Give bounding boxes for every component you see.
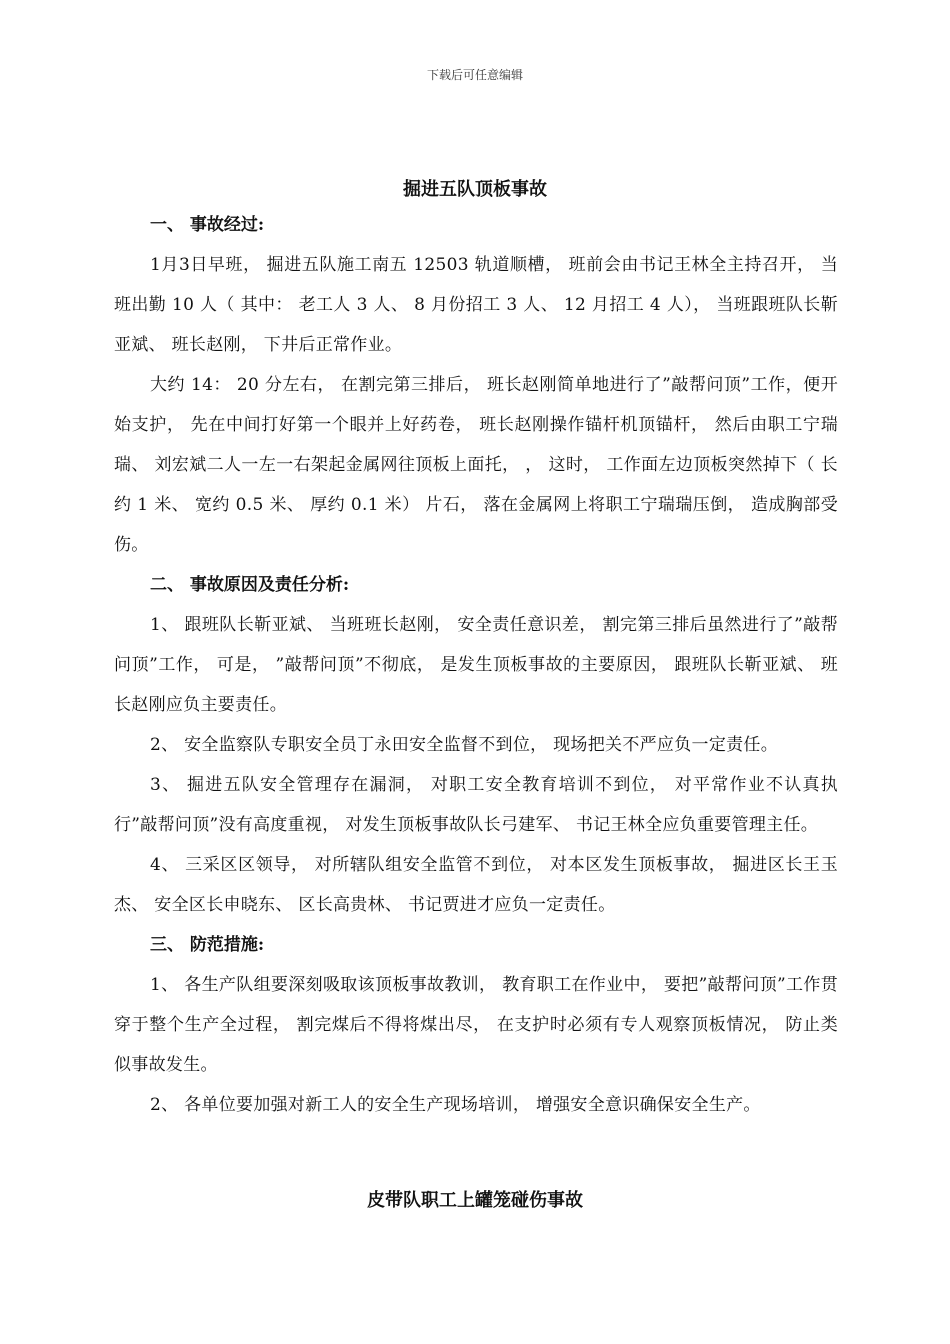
document-title: 掘进五队顶板事故 (403, 179, 547, 200)
section-heading-accident-process: 一、 事故经过: (150, 215, 265, 235)
paragraph: 大约 14： 20 分左右， 在割完第三排后， 班长赵刚简单地进行了”敲帮问顶”工作，便开始支护， 先在中间打好第一个眼并上好药卷， 班长赵刚操作锚杆机顶锚杆， 然后由职工宁瑞瑞、 刘宏斌二人一左一右架起金属网往顶板上面托， ， 这时， 工作面左边顶板突然掉下（ 长约 1 米、 宽约 0.5 米、 厚约 0.1 米） 片石， 落在金属网上将职工宁瑞瑞压倒， 造成胸部受伤。 (114, 375, 838, 555)
paragraph: 1、 各生产队组要深刻吸取该顶板事故教训， 教育职工在作业中， 要把”敲帮问顶”工作贯穿于整个生产全过程， 割完煤后不得将煤出尽， 在支护时必须有专人观察顶板情况， 防止类似事故发生。 (114, 975, 838, 1075)
next-document-title: 皮带队职工上罐笼碰伤事故 (367, 1190, 583, 1211)
paragraph: 1、 跟班队长靳亚斌、 当班班长赵刚， 安全责任意识差， 割完第三排后虽然进行了”敲帮问顶”工作， 可是， ”敲帮问顶”不彻底， 是发生顶板事故的主要原因， 跟班队长靳亚斌、 班长赵刚应负主要责任。 (114, 615, 838, 715)
document-body (114, 205, 838, 1125)
paragraph: 3、 掘进五队安全管理存在漏洞， 对职工安全教育培训不到位， 对平常作业不认真执行”敲帮问顶”没有高度重视， 对发生顶板事故队长弓建军、 书记王林全应负重要管理主任。 (114, 775, 838, 835)
paragraph: 1月3日早班， 掘进五队施工南五 12503 轨道顺槽， 班前会由书记王林全主持召开， 当班出勤 10 人（ 其中： 老工人 3 人、 8 月份招工 3 人、 12 月招工 4 人）， 当班跟班队长靳亚斌、 班长赵刚， 下井后正常作业。 (114, 255, 838, 355)
paragraph: 2、 各单位要加强对新工人的安全生产现场培训， 增强安全意识确保安全生产。 (150, 1095, 761, 1115)
section-heading-prevention: 三、 防范措施: (150, 935, 265, 955)
paragraph: 4、 三采区区领导， 对所辖队组安全监管不到位， 对本区发生顶板事故， 掘进区长王玉杰、 安全区长申晓东、 区长高贵林、 书记贾进才应负一定责任。 (114, 855, 838, 915)
section-heading-cause-analysis: 二、 事故原因及责任分析: (150, 575, 350, 595)
header-note: 下载后可任意编辑 (426, 68, 523, 82)
paragraph: 2、 安全监察队专职安全员丁永田安全监督不到位， 现场把关不严应负一定责任。 (150, 735, 779, 755)
